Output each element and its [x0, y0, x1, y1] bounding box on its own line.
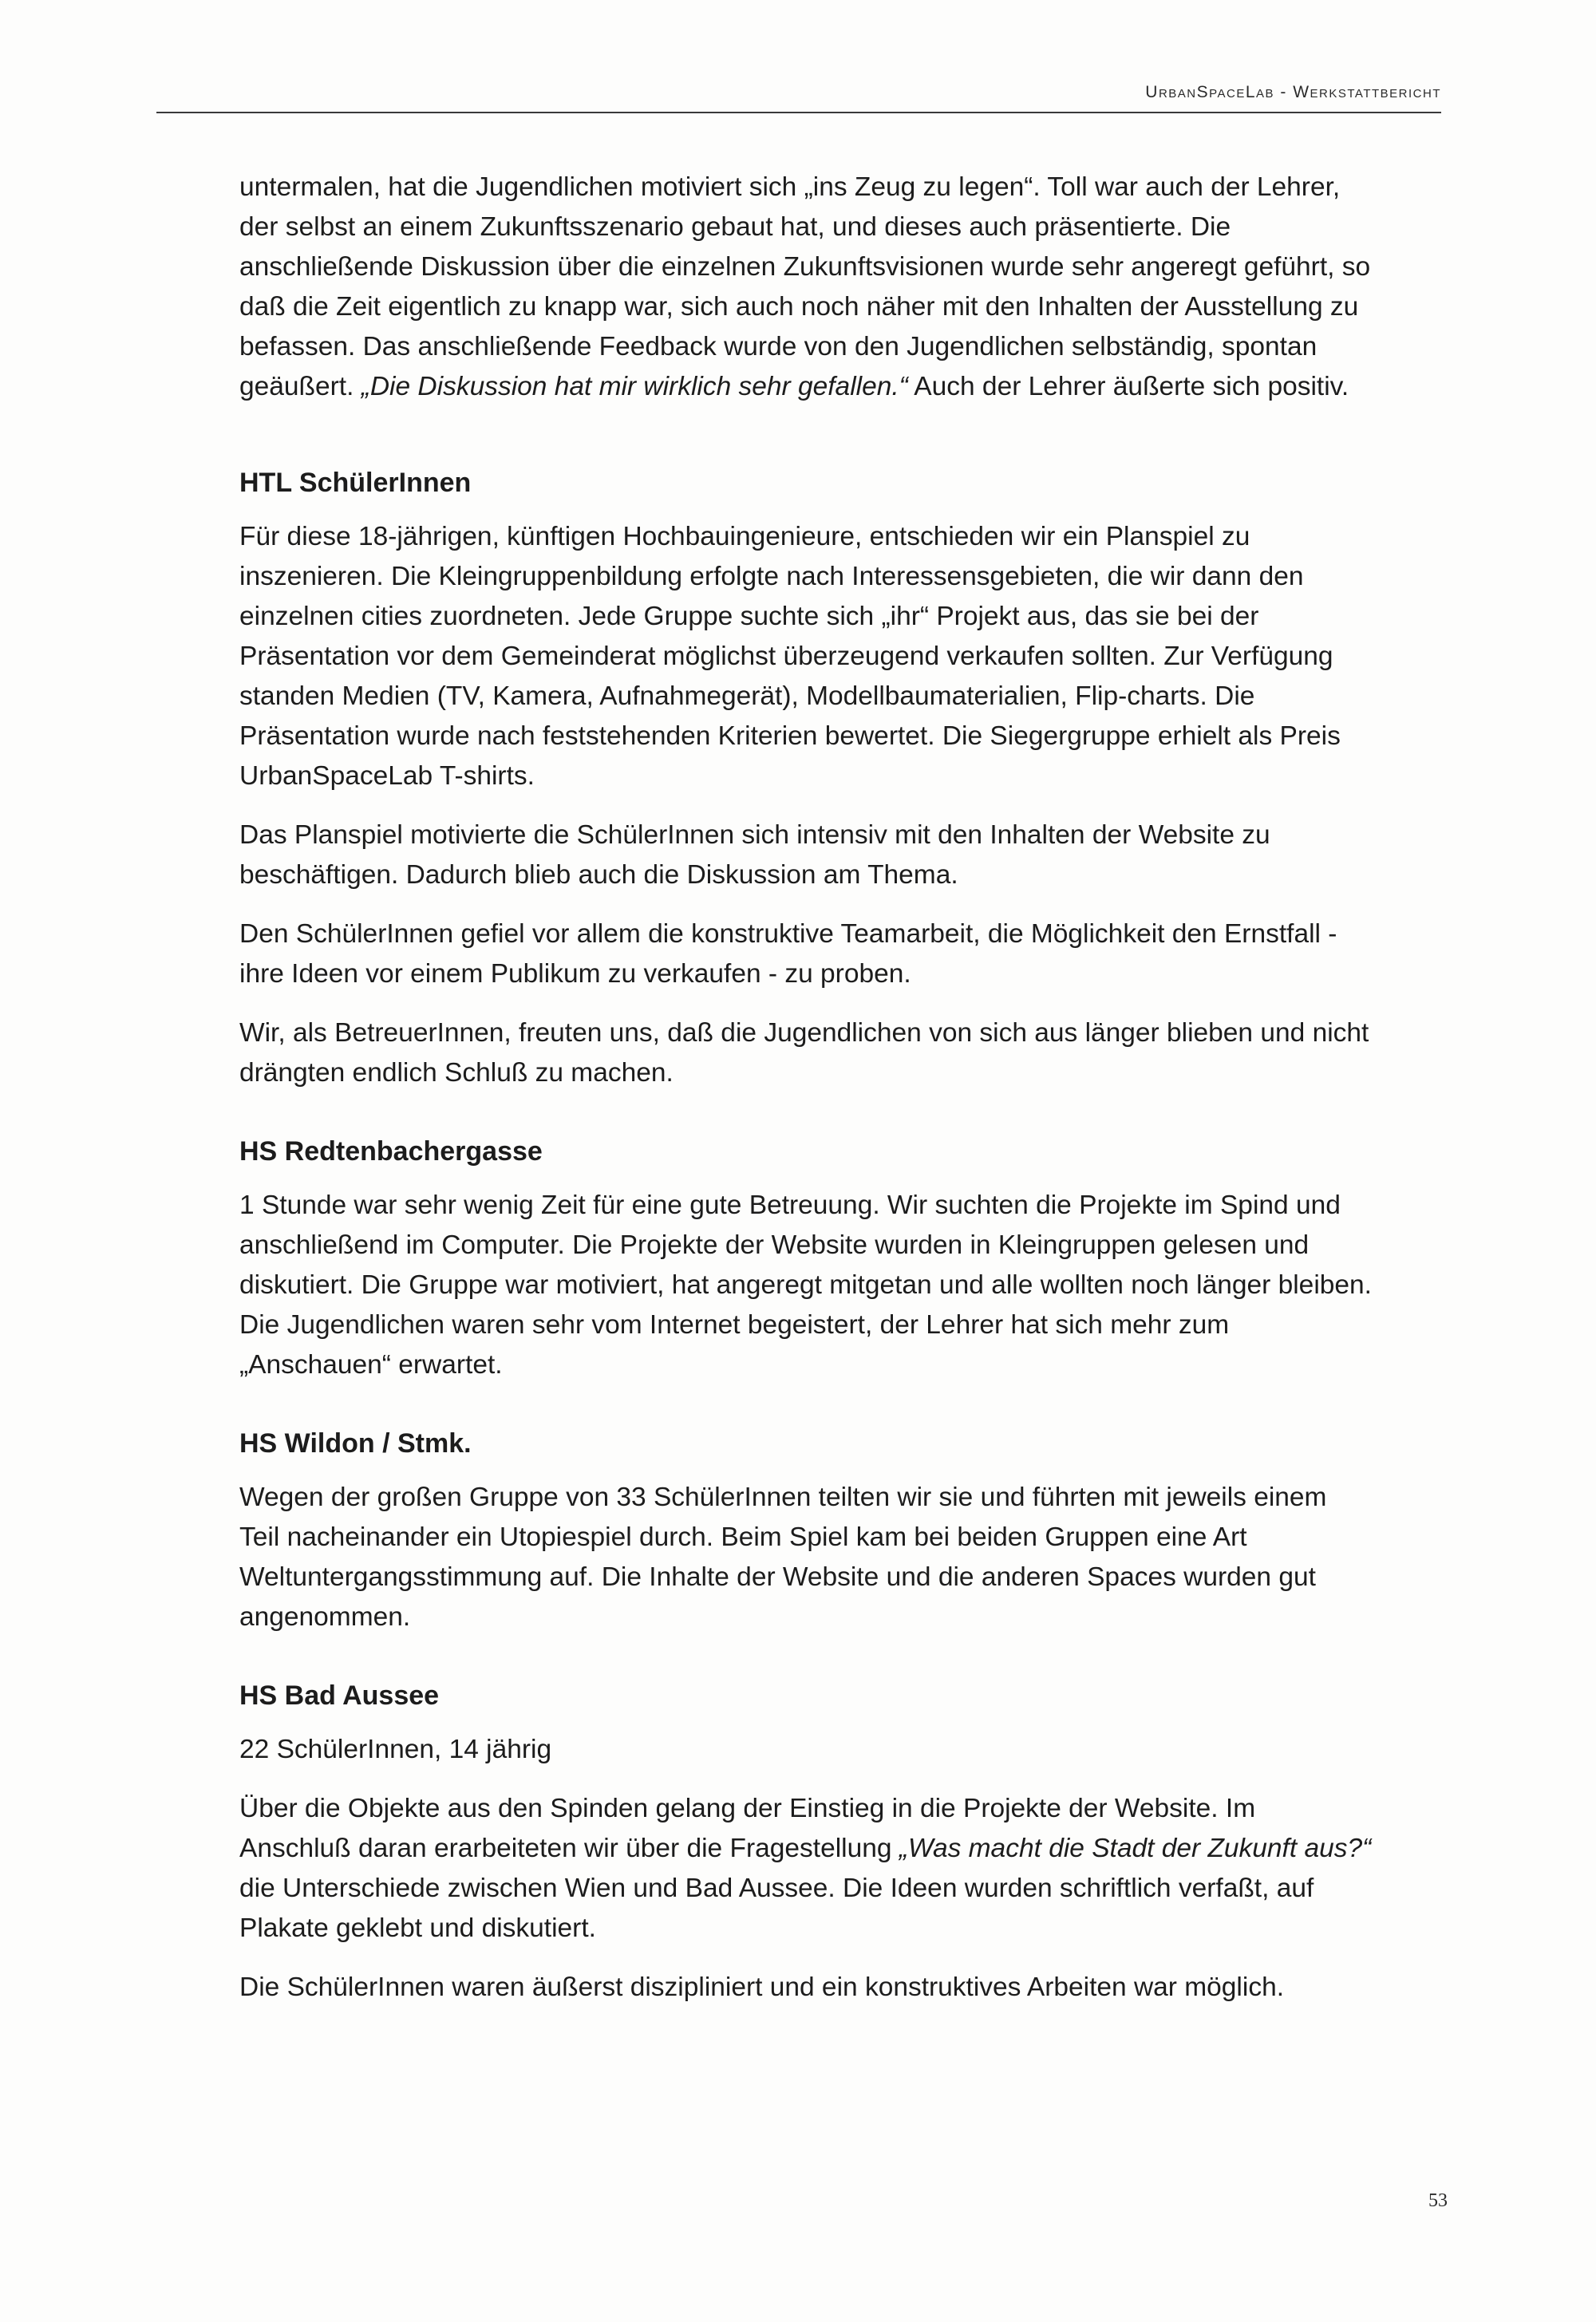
intro-paragraph [239, 168, 1373, 407]
htl-paragraph-4: Wir, als BetreuerInnen, freuten uns, daß die Jugendlichen von sich aus länger blieben und nicht drängten endlich Schluß zu machen. [239, 1018, 1369, 1088]
running-header [156, 83, 1441, 115]
aussee-paragraph-1 [239, 1789, 1373, 1949]
aussee-quote: „Was macht die Stadt der Zukunft aus?“ [899, 1834, 1372, 1863]
aussee-paragraph-2: Die SchülerInnen waren äußerst diszipliniert und ein konstruktives Arbeiten war möglich. [239, 1973, 1285, 2002]
htl-paragraph-2: Das Planspiel motivierte die SchülerInnen sich intensiv mit den Inhalten der Website zu beschäftigen. Dadurch blieb auch die Diskussion am Thema. [239, 820, 1270, 890]
intro-text-end: Auch der Lehrer äußerte sich positiv. [907, 372, 1349, 401]
section-heading-redtenbacher: HS Redtenbachergasse [239, 1136, 543, 1167]
section-heading-aussee: HS Bad Aussee [239, 1680, 440, 1711]
intro-quote: „Die Diskussion hat mir wirklich sehr gefallen.“ [361, 372, 908, 401]
aussee-subtitle: 22 SchülerInnen, 14 jährig [239, 1735, 552, 1764]
body-text [239, 168, 1373, 2008]
section-heading-htl: HTL SchülerInnen [239, 468, 472, 498]
wildon-paragraph-1: Wegen der großen Gruppe von 33 SchülerInnen teilten wir sie und führten mit jeweils einem Teil nacheinander ein Utopiespiel durch. Beim Spiel kam bei beiden Gruppen eine Art Weltuntergangsstimmung auf. Die Inhalte der Website und die anderen Spaces wurden gut angenommen. [239, 1483, 1327, 1632]
aussee-text-end: die Unterschiede zwischen Wien und Bad Aussee. Die Ideen wurden schriftlich verfaßt, auf Plakate geklebt und diskutiert. [239, 1874, 1314, 1943]
htl-paragraph-1: Für diese 18-jährigen, künftigen Hochbauingenieure, entschieden wir ein Planspiel zu inszenieren. Die Kleingruppenbildung erfolgte nach Interessensgebieten, die wir dann den einzelnen cities zuordneten. Jede Gruppe suchte sich „ihr“ Projekt aus, das sie bei der Präsentation vor dem Gemeinderat möglichst überzeugend verkaufen sollten. Zur Verfügung standen Medien (TV, Kamera, Aufnahmegerät), Modellbaumaterialien, Flip-charts. Die Präsentation wurde nach feststehenden Kriterien bewertet. Die Siegergruppe erhielt als Preis UrbanSpaceLab T-shirts. [239, 522, 1341, 791]
htl-paragraph-3: Den SchülerInnen gefiel vor allem die konstruktive Teamarbeit, die Möglichkeit den Ernstfall - ihre Ideen vor einem Publikum zu verkaufen - zu proben. [239, 919, 1337, 989]
header-title: UrbanSpaceLab - Werkstattbericht [1145, 83, 1441, 101]
section-heading-wildon: HS Wildon / Stmk. [239, 1428, 472, 1459]
redtenbacher-paragraph-1: 1 Stunde war sehr wenig Zeit für eine gute Betreuung. Wir suchten die Projekte im Spind und anschließend im Computer. Die Projekte der Website wurden in Kleingruppen gelesen und diskutiert. Die Gruppe war motiviert, hat angeregt mitgetan und alle wollten noch länger bleiben. Die Jugendlichen waren sehr vom Internet begeistert, der Lehrer hat sich mehr zum „Anschauen“ erwartet. [239, 1191, 1372, 1380]
page-number: 53 [1428, 2190, 1448, 2211]
aussee-text: Über die Objekte aus den Spinden gelang der Einstieg in die Projekte der Website. Im Anschluß daran erarbeiteten wir über die Fragestellung [239, 1794, 1256, 1863]
intro-text: untermalen, hat die Jugendlichen motiviert sich „ins Zeug zu legen“. Toll war auch der Lehrer, der selbst an einem Zukunftsszenario gebaut hat, und dieses auch präsentierte. Die anschließende Diskussion über die einzelnen Zukunftsvisionen wurde sehr angeregt geführt, so daß die Zeit eigentlich zu knapp war, sich auch noch näher mit den Inhalten der Ausstellung zu befassen. Das anschließende Feedback wurde von den Jugendlichen selbständig, spontan geäußert. [239, 172, 1371, 401]
header-rule [156, 112, 1441, 113]
